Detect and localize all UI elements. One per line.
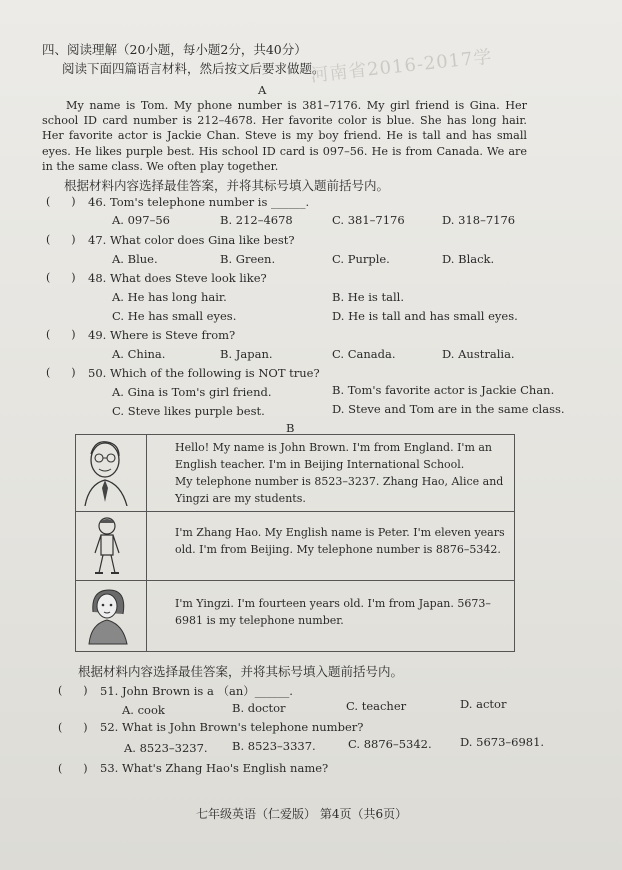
passage-a-text: My name is Tom. My phone number is 381–7176. My girl friend is Gina. Her school ID card number is 212–4678. Her favorite color is blue. She has long hair. Her favorite actor is Jackie Chan. Steve is my boy friend. He is tall and has small eyes. He likes purple best. His school ID card is 097–56. He is from Canada. We are in the same class. We often play together. [42, 99, 527, 173]
option: B. doctor [232, 701, 286, 715]
option: B. Japan. [220, 347, 273, 361]
option: D. Australia. [442, 347, 515, 361]
question-48: 48. What does Steve look like? [88, 271, 267, 285]
teacher-illustration-icon [77, 436, 137, 506]
boy-illustration-icon [77, 513, 137, 575]
john-brown-intro: Hello! My name is John Brown. I'm from England. I'm an English teacher. I'm in Beijing International School. My telephone number is 8523–3237. Zhang Hao, Alice and Yingzi are my students. [147, 435, 515, 512]
question-52: 52. What is John Brown's telephone number? [100, 720, 364, 734]
question-51: 51. John Brown is a （an）______. [100, 684, 293, 698]
option: C. He has small eyes. [112, 309, 237, 323]
answer-bracket[interactable]: ( ) [46, 328, 76, 341]
option: B. 8523–3337. [232, 739, 316, 753]
option: B. He is tall. [332, 290, 404, 304]
girl-illustration-icon [77, 582, 137, 646]
passage-a-instruction: 根据材料内容选择最佳答案，并将其标号填入题前括号内。 [64, 178, 390, 193]
question-53: 53. What's Zhang Hao's English name? [100, 761, 329, 775]
option: B. Tom's favorite actor is Jackie Chan. [332, 383, 555, 397]
yingzi-intro: I'm Yingzi. I'm fourteen years old. I'm from Japan. 5673–6981 is my telephone number. [147, 581, 515, 652]
answer-bracket[interactable]: ( ) [46, 195, 76, 208]
option: A. cook [122, 703, 165, 717]
option: B. 212–4678 [220, 213, 293, 227]
answer-bracket[interactable]: ( ) [46, 233, 76, 246]
option: C. Steve likes purple best. [112, 404, 265, 418]
question-50: 50. Which of the following is NOT true? [88, 366, 320, 380]
option: A. China. [112, 347, 166, 361]
boy-portrait [76, 512, 147, 581]
section-heading: 四、阅读理解（20小题，每小题2分，共40分） [42, 42, 307, 57]
zhang-hao-intro: I'm Zhang Hao. My English name is Peter. I'm eleven years old. I'm from Beijing. My telephone number is 8876–5342. [147, 512, 515, 581]
option: D. Steve and Tom are in the same class. [332, 402, 565, 416]
answer-bracket[interactable]: ( ) [58, 721, 88, 734]
passage-b-label: B [286, 421, 295, 435]
option: D. actor [460, 697, 507, 711]
answer-bracket[interactable]: ( ) [58, 684, 88, 697]
option: D. 5673–6981. [460, 735, 545, 749]
answer-bracket[interactable]: ( ) [58, 762, 88, 775]
option: C. Purple. [332, 252, 390, 266]
question-47: 47. What color does Gina like best? [88, 233, 295, 247]
option: A. Blue. [112, 252, 158, 266]
question-49: 49. Where is Steve from? [88, 328, 236, 342]
option: A. 8523–3237. [124, 741, 208, 755]
option: A. 097–56 [112, 213, 170, 227]
passage-b-instruction: 根据材料内容选择最佳答案，并将其标号填入题前括号内。 [78, 664, 404, 679]
girl-portrait [76, 581, 147, 652]
option: D. He is tall and has small eyes. [332, 309, 518, 323]
option: B. Green. [220, 252, 276, 266]
answer-bracket[interactable]: ( ) [46, 366, 76, 379]
option: C. Canada. [332, 347, 396, 361]
option: C. 381–7176 [332, 213, 405, 227]
question-46: 46. Tom's telephone number is ______. [88, 195, 310, 209]
passage-b-table [75, 434, 515, 652]
option: D. Black. [442, 252, 495, 266]
option: A. He has long hair. [112, 290, 227, 304]
option: C. teacher [346, 699, 407, 713]
option: A. Gina is Tom's girl friend. [112, 385, 272, 399]
option: C. 8876–5342. [348, 737, 432, 751]
answer-bracket[interactable]: ( ) [46, 271, 76, 284]
section-instruction: 阅读下面四篇语言材料，然后按文后要求做题。 [62, 61, 325, 76]
watermark-text: 河南省2016-2017学 [309, 46, 494, 87]
page-footer: 七年级英语（仁爱版） 第4页（共6页） [196, 807, 408, 821]
passage-a-label: A [258, 83, 267, 97]
teacher-portrait [76, 435, 147, 512]
option: D. 318–7176 [442, 213, 516, 227]
